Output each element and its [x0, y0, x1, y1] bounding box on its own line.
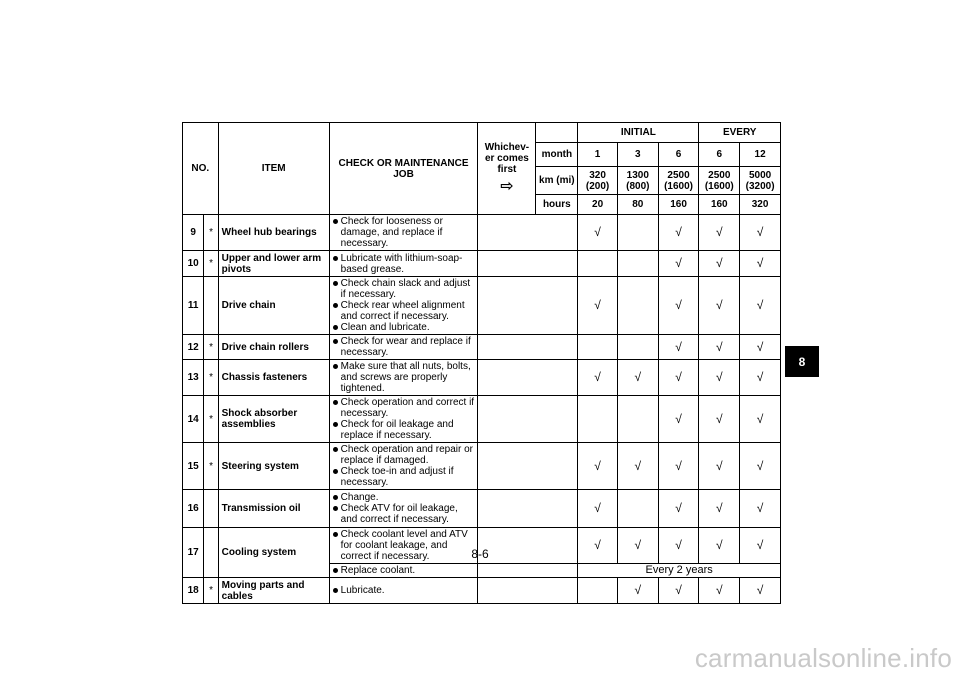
row-item: Steering system — [218, 443, 329, 490]
job-bullet — [333, 216, 476, 249]
row-jobs — [329, 335, 478, 360]
check-mark: √ — [740, 277, 781, 335]
check-mark: √ — [740, 251, 781, 277]
table-row — [183, 578, 781, 604]
job-text: Check coolant level and ATV for coolant leakage, and correct if necessary. — [340, 529, 468, 562]
table-row — [183, 335, 781, 360]
table-row — [183, 277, 781, 335]
arrow-right-icon: ⇨ — [500, 178, 514, 195]
check-mark: √ — [617, 443, 658, 490]
check-mark: √ — [699, 396, 740, 443]
row-number: 18 — [183, 578, 204, 604]
job-bullet — [333, 336, 476, 358]
header-unit-value: 1 — [578, 143, 618, 167]
job-text: Check operation and correct if necessary. — [340, 397, 475, 419]
job-bullet — [333, 565, 476, 576]
check-mark: √ — [740, 396, 781, 443]
header-blank — [536, 123, 578, 143]
check-mark: √ — [578, 277, 618, 335]
bullet-icon — [333, 281, 338, 286]
header-unit-label: month — [536, 143, 578, 167]
row-number: 13 — [183, 360, 204, 396]
check-mark — [617, 215, 658, 251]
row-jobs — [329, 443, 478, 490]
check-mark — [617, 251, 658, 277]
row-whichever-blank — [478, 564, 578, 578]
job-text: Check for looseness or damage, and replace if necessary. — [340, 216, 443, 249]
row-whichever-blank — [478, 335, 578, 360]
row-number: 15 — [183, 443, 204, 490]
check-mark: √ — [658, 528, 699, 564]
table-row — [183, 251, 781, 277]
row-whichever-blank — [478, 215, 578, 251]
row-whichever-blank — [478, 396, 578, 443]
row-jobs — [329, 396, 478, 443]
check-mark: √ — [699, 335, 740, 360]
check-mark: √ — [578, 360, 618, 396]
bullet-icon — [333, 469, 338, 474]
table-row — [183, 443, 781, 490]
row-asterisk: * — [204, 215, 218, 251]
header-whichever — [478, 123, 536, 215]
chapter-tab: 8 — [785, 346, 819, 377]
check-mark: √ — [658, 490, 699, 528]
header-unit-value: 6 — [699, 143, 740, 167]
header-item: ITEM — [218, 123, 329, 215]
job-text: Check toe-in and adjust if necessary. — [340, 466, 454, 488]
row-number: 9 — [183, 215, 204, 251]
check-mark: √ — [617, 360, 658, 396]
job-text: Lubricate with lithium-soap-based grease. — [340, 252, 463, 275]
header-unit-value: 320 (200) — [578, 167, 618, 195]
job-text: Check rear wheel alignment and correct if necessary. — [340, 300, 465, 322]
row-number: 16 — [183, 490, 204, 528]
check-mark: √ — [658, 578, 699, 604]
check-mark — [617, 277, 658, 335]
check-mark — [617, 335, 658, 360]
row-whichever-blank — [478, 251, 578, 277]
job-bullet — [333, 585, 476, 596]
row-number: 10 — [183, 251, 204, 277]
check-mark: √ — [699, 578, 740, 604]
bullet-icon — [333, 495, 338, 500]
row-item: Transmission oil — [218, 490, 329, 528]
check-mark: √ — [699, 215, 740, 251]
row-asterisk — [204, 490, 218, 528]
job-text: Check for wear and replace if necessary. — [340, 336, 471, 358]
maintenance-table — [182, 122, 781, 604]
row-jobs — [329, 564, 478, 578]
row-number: 12 — [183, 335, 204, 360]
check-mark: √ — [740, 578, 781, 604]
row-asterisk: * — [204, 578, 218, 604]
check-mark: √ — [617, 578, 658, 604]
header-unit-value: 3 — [617, 143, 658, 167]
check-mark — [578, 251, 618, 277]
job-bullet — [333, 466, 476, 488]
row-jobs — [329, 360, 478, 396]
row-item: Shock absorber assemblies — [218, 396, 329, 443]
header-unit-value: 1300 (800) — [617, 167, 658, 195]
header-unit-value: 5000 (3200) — [740, 167, 781, 195]
header-initial: INITIAL — [578, 123, 699, 143]
check-mark: √ — [578, 490, 618, 528]
check-mark: √ — [699, 490, 740, 528]
bullet-icon — [333, 568, 338, 573]
check-mark: √ — [658, 396, 699, 443]
job-bullet — [333, 253, 476, 275]
job-text: Replace coolant. — [340, 565, 416, 576]
check-mark: √ — [658, 215, 699, 251]
table-row — [183, 396, 781, 443]
check-mark — [578, 335, 618, 360]
row-whichever-blank — [478, 360, 578, 396]
bullet-icon — [333, 400, 338, 405]
bullet-icon — [333, 303, 338, 308]
check-mark: √ — [740, 490, 781, 528]
watermark: carmanualsonline.info — [694, 643, 952, 673]
check-mark: √ — [658, 335, 699, 360]
check-mark: √ — [658, 277, 699, 335]
job-text: Clean and lubricate. — [340, 322, 430, 333]
bullet-icon — [333, 422, 338, 427]
job-bullet — [333, 300, 476, 322]
header-unit-label: km (mi) — [536, 167, 578, 195]
check-mark: √ — [578, 215, 618, 251]
bullet-icon — [333, 256, 338, 261]
row-asterisk: * — [204, 443, 218, 490]
row-whichever-blank — [478, 443, 578, 490]
check-mark: √ — [578, 443, 618, 490]
header-unit-label: hours — [536, 195, 578, 215]
row-asterisk: * — [204, 360, 218, 396]
job-bullet — [333, 444, 476, 466]
check-mark — [578, 578, 618, 604]
row-item: Drive chain rollers — [218, 335, 329, 360]
header-every: EVERY — [699, 123, 781, 143]
job-bullet — [333, 492, 476, 503]
bullet-icon — [333, 506, 338, 511]
header-job: CHECK OR MAINTENANCE JOB — [329, 123, 478, 215]
check-mark: √ — [658, 360, 699, 396]
table-row — [183, 490, 781, 528]
job-text: Check chain slack and adjust if necessary. — [340, 278, 471, 300]
row-jobs — [329, 251, 478, 277]
check-mark: √ — [699, 277, 740, 335]
check-mark: √ — [740, 335, 781, 360]
header-unit-value: 160 — [658, 195, 699, 215]
job-bullet — [333, 503, 476, 525]
job-text: Make sure that all nuts, bolts, and screws are properly tightened. — [340, 361, 471, 394]
row-asterisk: * — [204, 396, 218, 443]
row-item: Moving parts and cables — [218, 578, 329, 604]
bullet-icon — [333, 219, 338, 224]
job-text: Check ATV for oil leakage, and correct if necessary. — [340, 503, 458, 525]
interval-text: Every 2 years — [578, 564, 781, 578]
check-mark: √ — [740, 443, 781, 490]
whichever-label: Whichev-er comes first — [484, 142, 530, 175]
row-asterisk — [204, 277, 218, 335]
header-unit-value: 2500 (1600) — [699, 167, 740, 195]
job-bullet — [333, 397, 476, 419]
header-unit-value: 80 — [617, 195, 658, 215]
check-mark: √ — [617, 528, 658, 564]
row-item: Upper and lower arm pivots — [218, 251, 329, 277]
row-jobs — [329, 215, 478, 251]
check-mark: √ — [699, 443, 740, 490]
row-number: 17 — [183, 528, 204, 578]
check-mark: √ — [578, 528, 618, 564]
bullet-icon — [333, 364, 338, 369]
check-mark: √ — [740, 528, 781, 564]
job-text: Lubricate. — [340, 585, 385, 596]
header-unit-value: 12 — [740, 143, 781, 167]
job-bullet — [333, 278, 476, 300]
job-text: Check for oil leakage and replace if necessary. — [340, 419, 454, 441]
row-jobs — [329, 578, 478, 604]
row-whichever-blank — [478, 490, 578, 528]
table-row — [183, 215, 781, 251]
job-bullet — [333, 361, 476, 394]
check-mark: √ — [658, 443, 699, 490]
job-bullet — [333, 322, 476, 333]
bullet-icon — [333, 532, 338, 537]
row-asterisk: * — [204, 335, 218, 360]
row-item: Wheel hub bearings — [218, 215, 329, 251]
check-mark: √ — [740, 215, 781, 251]
bullet-icon — [333, 447, 338, 452]
check-mark: √ — [740, 360, 781, 396]
row-jobs — [329, 490, 478, 528]
row-number: 11 — [183, 277, 204, 335]
row-whichever-blank — [478, 277, 578, 335]
page-number: 8-6 — [471, 547, 489, 561]
check-mark — [617, 490, 658, 528]
header-unit-value: 320 — [740, 195, 781, 215]
row-asterisk: * — [204, 251, 218, 277]
check-mark: √ — [699, 528, 740, 564]
header-unit-value: 20 — [578, 195, 618, 215]
row-item: Chassis fasteners — [218, 360, 329, 396]
check-mark: √ — [699, 360, 740, 396]
check-mark: √ — [699, 251, 740, 277]
row-item: Drive chain — [218, 277, 329, 335]
row-item: Cooling system — [218, 528, 329, 578]
check-mark — [578, 396, 618, 443]
check-mark — [617, 396, 658, 443]
header-row-interval — [183, 123, 781, 143]
table-row — [183, 360, 781, 396]
job-text: Check operation and repair or replace if damaged. — [340, 444, 473, 466]
job-bullet — [333, 419, 476, 441]
check-mark: √ — [658, 251, 699, 277]
bullet-icon — [333, 339, 338, 344]
bullet-icon — [333, 325, 338, 330]
header-unit-value: 160 — [699, 195, 740, 215]
header-unit-value: 2500 (1600) — [658, 167, 699, 195]
header-unit-value: 6 — [658, 143, 699, 167]
job-text: Change. — [340, 492, 379, 503]
header-no: NO. — [183, 123, 219, 215]
bullet-icon — [333, 588, 338, 593]
row-whichever-blank — [478, 578, 578, 604]
row-number: 14 — [183, 396, 204, 443]
row-jobs — [329, 277, 478, 335]
